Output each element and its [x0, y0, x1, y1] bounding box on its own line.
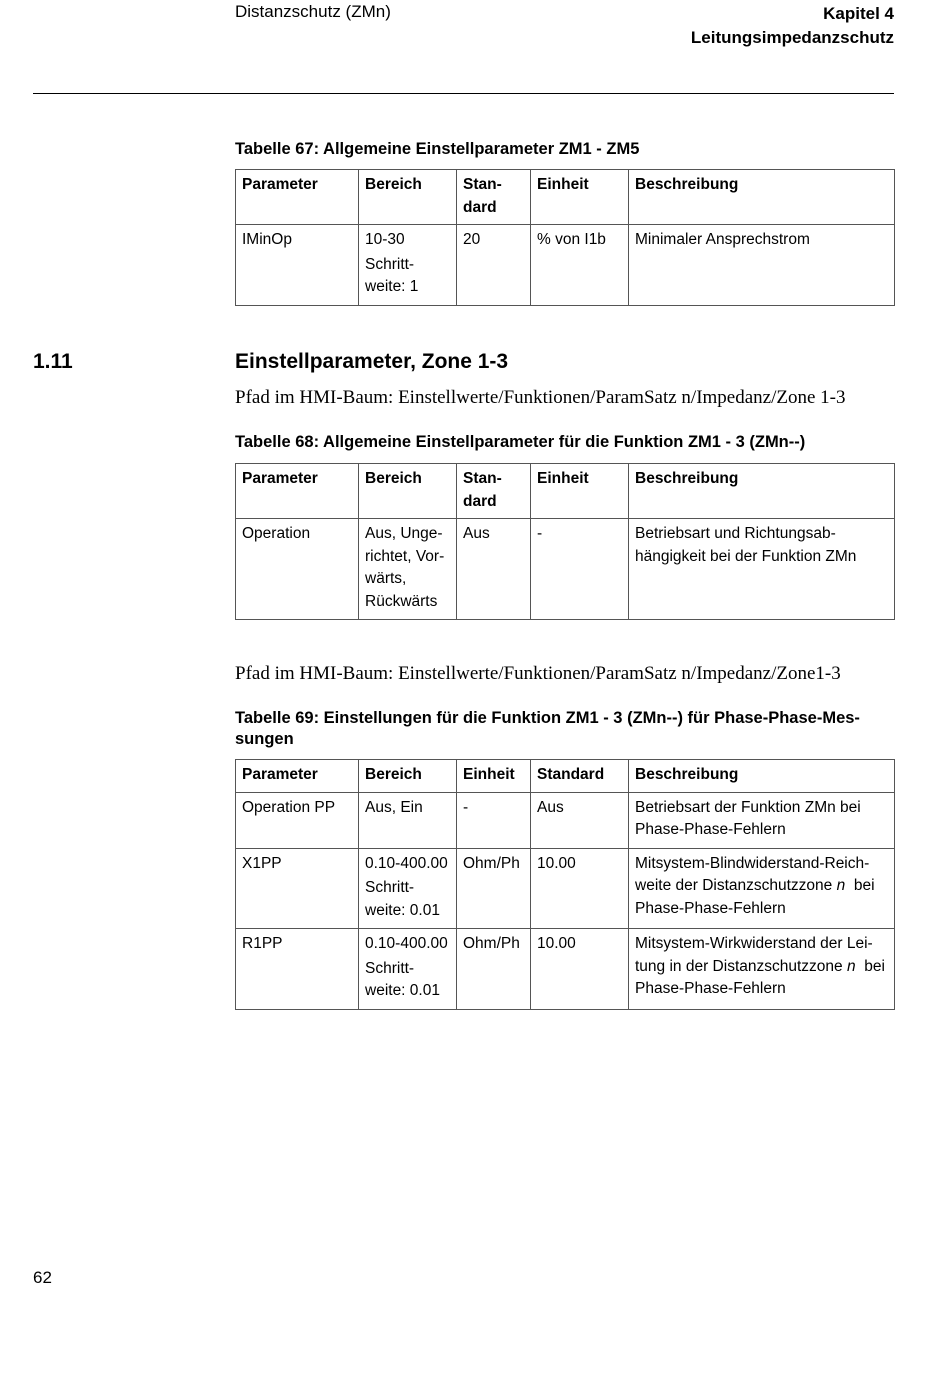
table-header-row	[236, 170, 895, 225]
header-rule	[33, 93, 894, 94]
cell-einheit: % von I1b	[531, 225, 629, 306]
col-header-beschreibung: Beschreibung	[629, 760, 895, 793]
cell-einheit: Ohm/Ph	[457, 929, 531, 1010]
col-header-standard: Stan- dard	[457, 464, 531, 519]
section-title: Einstellparameter, Zone 1-3	[235, 350, 509, 373]
col-header-bereich: Bereich	[359, 170, 457, 225]
col-header-parameter: Parameter	[236, 760, 359, 793]
table68	[235, 463, 895, 620]
page-number: 62	[33, 1268, 52, 1287]
cell-beschreibung: Betriebsart der Funktion ZMn bei Phase-Phase-Fehlern	[629, 792, 895, 848]
table-header-row	[236, 760, 895, 793]
table-row	[236, 929, 895, 1010]
col-header-parameter: Parameter	[236, 464, 359, 519]
table-row	[236, 519, 895, 620]
chapter-label: Kapitel 4	[823, 4, 894, 23]
cell-bereich: 0.10-400.00 Schritt- weite: 0.01	[359, 848, 457, 929]
col-header-einheit: Einheit	[531, 464, 629, 519]
col-header-bereich: Bereich	[359, 464, 457, 519]
table-row	[236, 225, 895, 306]
table-row	[236, 792, 895, 848]
chapter-title: Leitungsimpedanzschutz	[690, 28, 894, 47]
cell-standard: Aus	[457, 519, 531, 620]
hmi-path-1: Pfad im HMI-Baum: Einstellwerte/Funktionen/ParamSatz n/Impedanz/Zone 1-3	[235, 387, 846, 408]
table67	[235, 169, 895, 306]
cell-bereich: 0.10-400.00 Schritt- weite: 0.01	[359, 929, 457, 1010]
cell-einheit: -	[531, 519, 629, 620]
cell-standard: Aus	[531, 792, 629, 848]
col-header-beschreibung: Beschreibung	[629, 170, 895, 225]
cell-parameter: IMinOp	[236, 225, 359, 306]
cell-beschreibung: Mitsystem-Blindwiderstand-Reich- weite der Distanzschutzzone n bei Phase-Phase-Fehlern	[629, 848, 895, 929]
running-header-right	[691, 2, 894, 50]
col-header-bereich: Bereich	[359, 760, 457, 793]
col-header-einheit: Einheit	[457, 760, 531, 793]
cell-parameter: Operation	[236, 519, 359, 620]
table69	[235, 759, 895, 1010]
table69-caption: Tabelle 69: Einstellungen für die Funktion ZM1 - 3 (ZMn--) für Phase-Phase-Mes- sungen	[235, 709, 860, 748]
cell-parameter: R1PP	[236, 929, 359, 1010]
cell-standard: 10.00	[531, 848, 629, 929]
cell-einheit: Ohm/Ph	[457, 848, 531, 929]
cell-beschreibung: Betriebsart und Richtungsab- hängigkeit bei der Funktion ZMn	[629, 519, 895, 620]
table-header-row	[236, 464, 895, 519]
col-header-standard: Standard	[531, 760, 629, 793]
table67-caption: Tabelle 67: Allgemeine Einstellparameter ZM1 - ZM5	[235, 140, 640, 158]
table68-caption: Tabelle 68: Allgemeine Einstellparameter für die Funktion ZM1 - 3 (ZMn--)	[235, 433, 806, 451]
cell-bereich: 10-30 Schritt- weite: 1	[359, 225, 457, 306]
cell-parameter: X1PP	[236, 848, 359, 929]
cell-parameter: Operation PP	[236, 792, 359, 848]
cell-bereich: Aus, Ein	[359, 792, 457, 848]
col-header-standard: Stan- dard	[457, 170, 531, 225]
cell-bereich: Aus, Unge- richtet, Vor- wärts, Rückwärts	[359, 519, 457, 620]
cell-standard: 20	[457, 225, 531, 306]
hmi-path-2: Pfad im HMI-Baum: Einstellwerte/Funktionen/ParamSatz n/Impedanz/Zone1-3	[235, 663, 841, 684]
col-header-beschreibung: Beschreibung	[629, 464, 895, 519]
col-header-parameter: Parameter	[236, 170, 359, 225]
cell-einheit: -	[457, 792, 531, 848]
table-row	[236, 848, 895, 929]
running-header-left: Distanzschutz (ZMn)	[235, 2, 391, 21]
cell-standard: 10.00	[531, 929, 629, 1010]
cell-beschreibung: Mitsystem-Wirkwiderstand der Lei- tung in der Distanzschutzzone n bei Phase-Phase-Fehlern	[629, 929, 895, 1010]
cell-beschreibung: Minimaler Ansprechstrom	[629, 225, 895, 306]
section-number: 1.11	[33, 350, 73, 373]
col-header-einheit: Einheit	[531, 170, 629, 225]
